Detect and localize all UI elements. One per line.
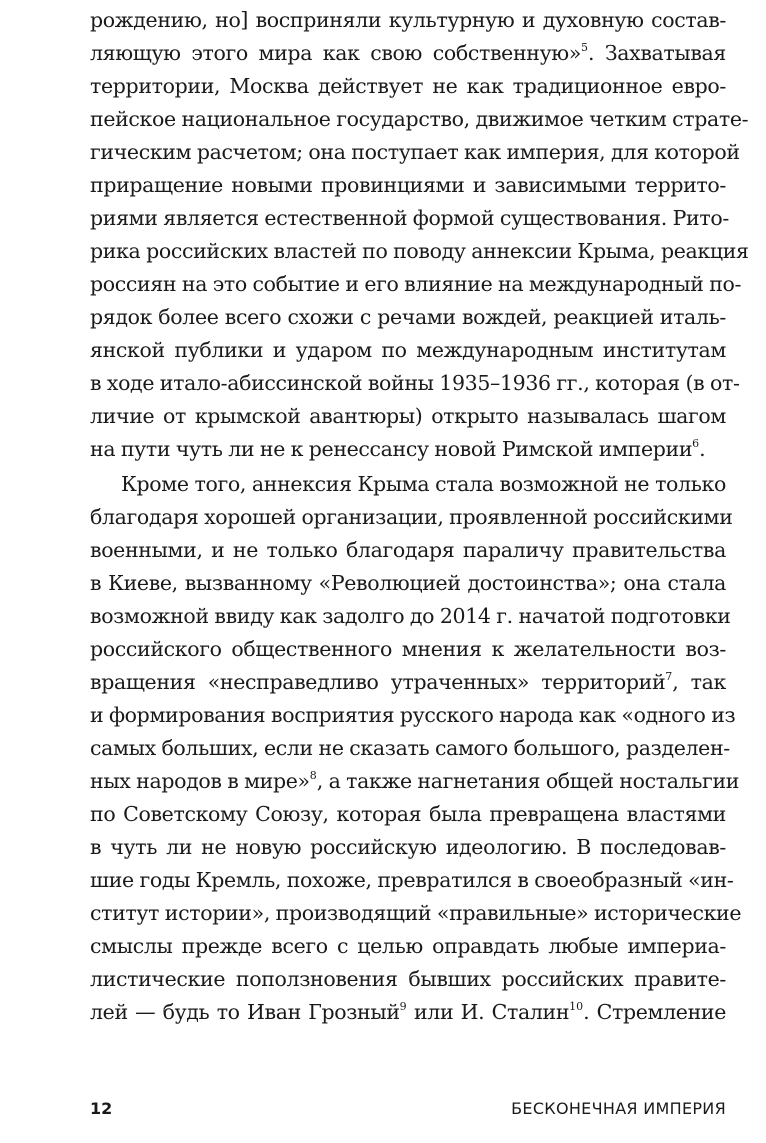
- page-number: 12: [90, 1099, 113, 1118]
- text-line: шие годы Кремль, похоже, превратился в своеобразный «ин-: [90, 868, 734, 892]
- footnote-marker: 7: [665, 670, 673, 684]
- text-line: смыслы прежде всего с целью оправдать любые империа-: [90, 934, 726, 958]
- text-line: вращения «несправедливо утраченных» территорий$^7$, так: [90, 670, 726, 694]
- text-line: на пути чуть ли не к ренессансу новой Римской империи$^6$.: [90, 437, 706, 461]
- text-line: риями является естественной формой существования. Рито-: [90, 206, 729, 230]
- text-line: листические поползновения бывших российских правите-: [90, 967, 726, 991]
- footnote-marker: 8: [309, 769, 317, 783]
- text-line: военными, и не только благодаря параличу правительства: [90, 538, 726, 562]
- text-line: благодаря хорошей организации, проявленной российскими: [90, 505, 733, 529]
- text-line: гическим расчетом; она поступает как империя, для которой: [90, 140, 740, 164]
- text-line: в чуть ли не новую российскую идеологию. В последовав-: [90, 835, 726, 859]
- text-line: приращение новыми провинциями и зависимыми террито-: [90, 173, 726, 197]
- text-line: по Советскому Союзу, которая была превращена властями: [90, 802, 726, 826]
- text-line: российского общественного мнения к желательности воз-: [90, 637, 726, 661]
- text-line: рядок более всего схожи с речами вождей, реакцией италь-: [90, 305, 726, 329]
- text-line: пейское национальное государство, движимое четким страте-: [90, 107, 749, 131]
- text-line: ных народов в мире»$^8$, а также нагнетания общей ностальгии: [90, 769, 740, 793]
- footnote-marker: 9: [399, 1000, 407, 1014]
- text-line: лей — будь то Иван Грозный$^9$ или И. Сталин$^{10}$. Стремление: [90, 1000, 726, 1024]
- text-line: янской публики и ударом по международным институтам: [90, 338, 726, 362]
- text-line: рика российских властей по поводу аннексии Крыма, реакция: [90, 239, 749, 263]
- footnote-marker: 6: [692, 437, 700, 451]
- text-line: и формирования восприятия русского народа как «одного из: [90, 703, 736, 727]
- text-line: самых больших, если не сказать самого большого, разделен-: [90, 736, 730, 760]
- text-line: в Киеве, вызванному «Революцией достоинства»; она стала: [90, 571, 726, 595]
- footnote-marker: 10: [569, 1000, 584, 1014]
- running-title: БЕСКОНЕЧНАЯ ИМПЕРИЯ: [511, 1099, 726, 1118]
- paragraph-first-line: Кроме того, аннексия Крыма стала возможной не только: [121, 472, 726, 496]
- text-line: возможной ввиду как задолго до 2014 г. начатой подготовки: [90, 604, 731, 628]
- text-line: территории, Москва действует не как традиционное евро-: [90, 74, 726, 98]
- text-line: в ходе итало-абиссинской войны 1935–1936 гг., которая (в от-: [90, 371, 740, 395]
- text-line: личие от крымской авантюры) открыто называлась шагом: [90, 404, 726, 428]
- text-line: ляющую этого мира как свою собственную»$^5$. Захватывая: [90, 41, 726, 65]
- text-line: россиян на это событие и его влияние на международный по-: [90, 272, 742, 296]
- footnote-marker: 5: [580, 41, 588, 55]
- text-line: ститут истории», производящий «правильные» исторические: [90, 901, 742, 925]
- text-line: рождению, но] восприняли культурную и духовную состав-: [90, 8, 726, 32]
